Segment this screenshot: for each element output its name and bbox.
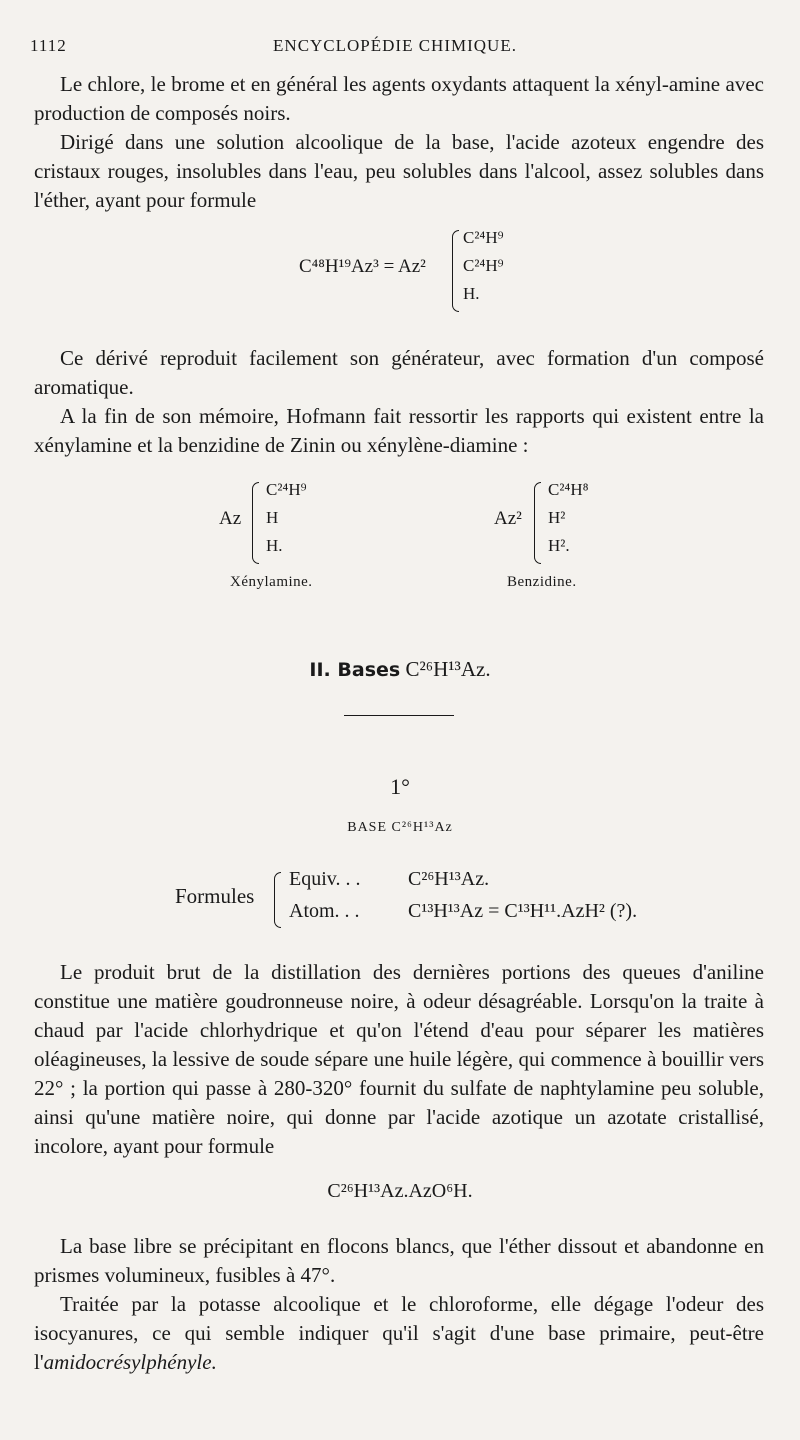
section-divider — [344, 715, 454, 716]
equiv-label: Equiv. . . — [289, 868, 361, 890]
benzidine-caption: Benzidine. — [507, 574, 577, 590]
xenylamine-caption: Xénylamine. — [230, 574, 313, 590]
atom-label: Atom. . . — [289, 900, 360, 922]
paragraph-base-libre: La base libre se précipitant en flocons blancs, que l'éther dissout et abandonne en prismes volumineux, fusibles à 47°. — [34, 1234, 764, 1287]
paragraph-acide-azoteux: Dirigé dans une solution alcoolique de la base, l'acide azoteux engendre des cristaux rouges, insolubles dans l'eau, peu solubles dans l'alcool, assez solubles dans l'éther, ayant pour formule — [34, 130, 764, 212]
paragraph-chlore: Le chlore, le brome et en général les agents oxydants attaquent la xényl-amine avec production de composés noirs. — [34, 72, 764, 125]
italic-term: amidocrésylphényle. — [43, 1350, 217, 1374]
running-header — [30, 36, 760, 60]
brace — [534, 482, 541, 564]
running-title: ENCYCLOPÉDIE CHIMIQUE. — [273, 36, 517, 55]
equiv-value: C²⁶H¹³Az. — [408, 868, 490, 890]
formula-nitroso-left: C⁴⁸H¹⁹Az³ = Az² — [299, 256, 426, 277]
paragraph-produit-brut: Le produit brut de la distillation des dernières portions des queues d'aniline constitue une matière goudronneuse noire, à odeur désagréable. Lorsqu'on la traite à chaud par l'acide chlorhydrique et qu'on l'étend d'eau pour séparer les matières oléagineuses, la lessive de soude sépare une huile légère, qui commence à bouillir vers 22° ; la portion qui passe à 280-320° fournit du sulfate de naphtylamine peu soluble, ainsi qu'une matière noire, qui donne par l'acide azotique un azotate cristallisé, incolore, ayant pour formule — [34, 960, 764, 1158]
brace — [274, 872, 281, 928]
paragraph-potasse: Traitée par la potasse alcoolique et le chloroforme, elle dégage l'odeur des isocyanures, ce qui semble indiquer qu'il s'agit d'une base primaire, peut-être l'amidocrésylphényle. — [34, 1292, 764, 1374]
section-formula: C²⁶H¹³Az. — [405, 657, 491, 681]
section-heading — [0, 657, 800, 682]
benzidine-stack: C²⁴H⁸ H² H². — [548, 480, 589, 555]
benzidine-prefix: Az² — [494, 508, 522, 529]
paragraph-derive: Ce dérivé reproduit facilement son générateur, avec formation d'un composé aromatique. — [34, 346, 764, 399]
xenylamine-stack: C²⁴H⁹ H H. — [266, 480, 307, 555]
subsection-number: 1° — [390, 774, 410, 799]
brace — [452, 230, 459, 312]
paragraph-hofmann: A la fin de son mémoire, Hofmann fait ressortir les rapports qui existent entre la xénylamine et la benzidine de Zinin ou xénylène-diamine : — [34, 404, 764, 457]
atom-value: C¹³H¹³Az = C¹³H¹¹.AzH² (?). — [408, 900, 638, 922]
brace — [252, 482, 259, 564]
subsection-base: BASE C²⁶H¹³Az — [347, 820, 453, 835]
page-number: 1112 — [30, 36, 67, 55]
formula-nitroso-stack: C²⁴H⁹ C²⁴H⁹ H. — [463, 228, 504, 303]
formules-label: Formules — [175, 884, 255, 908]
section-label: II. Bases — [309, 659, 401, 681]
formula-nitrate: C²⁶H¹³Az.AzO⁶H. — [327, 1180, 473, 1202]
xenylamine-prefix: Az — [219, 508, 242, 529]
